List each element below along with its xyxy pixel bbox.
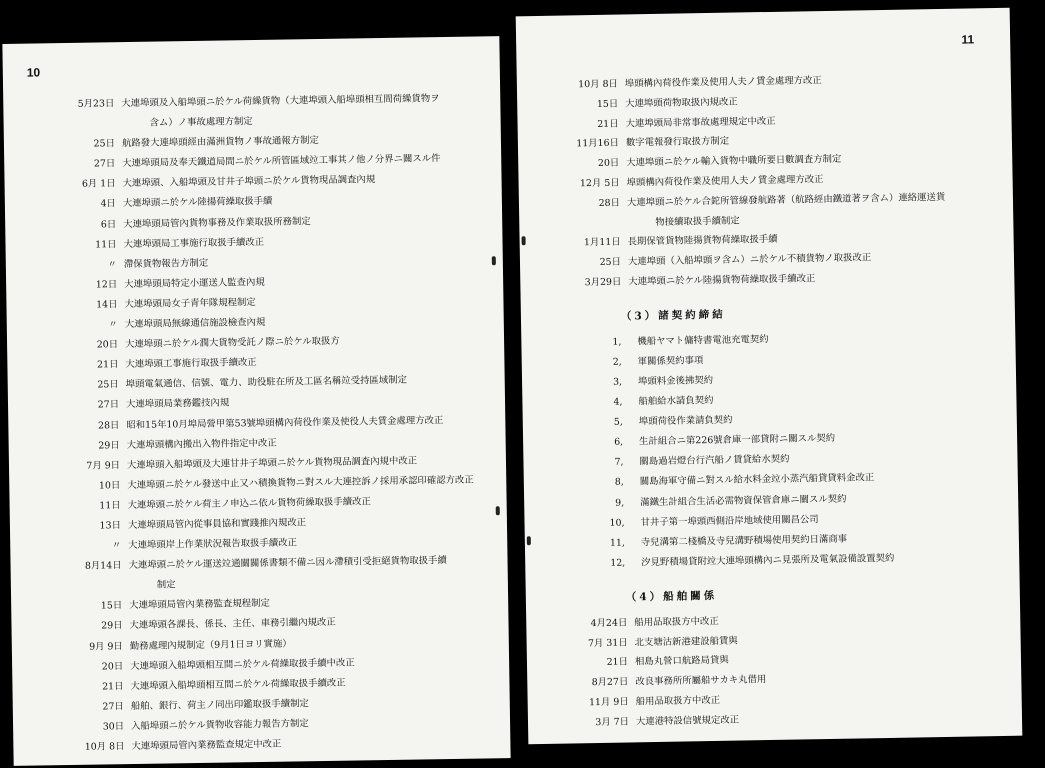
entry-text: 大連埠頭入船埠頭相互間ニ於ケル荷繰取扱手續中改正 <box>130 657 355 672</box>
item-number: 11, <box>609 537 625 549</box>
entry-date: 25日 <box>97 379 119 391</box>
entry-text: 物接續取扱手續制定 <box>655 215 740 228</box>
entry-date: 21日 <box>606 656 629 669</box>
entry-date: 〃 <box>111 540 122 552</box>
binding-hole <box>492 256 496 265</box>
entry-date: 4月24日 <box>590 617 628 630</box>
entry-text: 大連埠頭ニ於ケル荷主ノ申込ニ依ル貨物荷繰取扱手續改正 <box>127 496 371 511</box>
item-text: 船舶給水請負契約 <box>638 395 714 408</box>
entry-text: 大連埠頭構內搬出入物件指定中改正 <box>126 437 277 451</box>
entry-date: 11日 <box>95 238 117 251</box>
entry-date: 27日 <box>102 700 124 713</box>
item-number: 12, <box>610 557 626 569</box>
entry-date: 21日 <box>102 680 124 693</box>
entry-date: 8月27日 <box>591 676 629 689</box>
entry-date: 11日 <box>99 500 121 512</box>
entry-date: 5月23日 <box>77 98 115 110</box>
entry-date <box>11 576 129 598</box>
entry-text: 含ム）ノ事故處理方制定 <box>149 116 253 129</box>
entry-date: 8月14日 <box>84 560 122 572</box>
left-page <box>2 36 510 766</box>
item-text: 埠頭料金後拂契約 <box>637 374 714 388</box>
item-text: 機船ヤマト傭特書電池充電契約 <box>637 333 769 348</box>
entry-date: 14日 <box>96 299 118 311</box>
entry-date <box>519 213 627 235</box>
entry-text: 埠頭電氣通信、信號、電力、助役駐在所及工區名稱竝受持區域制定 <box>125 374 408 391</box>
entry-text: 船舶、銀行、荷主ノ同出印鑑取扱手續制定 <box>130 698 309 712</box>
entry-text: 大連港特設信號規定改正 <box>635 714 740 728</box>
entry-date: 25日 <box>93 138 116 150</box>
entry-text: 滯保貨物報告方制定 <box>123 257 209 270</box>
entry-text: 大連埠頭（入船埠頭ヲ含ム）ニ於ケル不積貨物ノ取扱改正 <box>627 252 872 268</box>
right-content <box>517 68 1022 734</box>
entry-text: 大連埠頭局特定小運送人監查內規 <box>124 276 265 290</box>
entry-text: 埠頭構內荷役作業及使用人夫ノ賃金處理方改正 <box>626 174 824 189</box>
entry-text: 船用品取扱方中改正 <box>635 694 721 708</box>
entry-text: 長期保管貨物陸揚貨物荷繰取扱手續 <box>627 234 778 248</box>
entry-date: 12日 <box>95 279 118 291</box>
entry-date <box>3 114 121 136</box>
item-text: 關島過岩燈台行汽船ノ賃貸給水契約 <box>639 453 790 468</box>
entry-date: 7月 31日 <box>587 637 628 649</box>
entry-text: 北支塘沽新港建設船賃與 <box>634 635 738 649</box>
entry-date: 27日 <box>97 399 120 411</box>
item-text: 埠頭荷役作業請負契約 <box>638 414 733 428</box>
binding-hole <box>522 236 526 245</box>
entry-date: 28日 <box>598 197 621 209</box>
entry-date: 11月 9日 <box>588 696 629 709</box>
entry-date: 12月 5日 <box>579 177 620 190</box>
entry-list <box>517 68 1015 294</box>
entry-date: 9月 9日 <box>89 640 123 653</box>
entry-text: 大連埠頭局管內業務監查規定中改正 <box>131 738 282 753</box>
entry-text: 大連埠頭局女子青年隊規程制定 <box>124 296 256 310</box>
entry-date: 15日 <box>100 600 123 612</box>
entry-date: 10月 8日 <box>84 741 125 753</box>
item-text: 軍關係契約事項 <box>637 355 704 368</box>
entry-text: 大連埠頭荷物取扱內規改正 <box>625 96 738 110</box>
page-number: 11 <box>961 32 975 47</box>
item-number: 3, <box>613 376 623 388</box>
entry-date: 11月16日 <box>576 137 620 150</box>
entry-date: 1月11日 <box>583 236 621 249</box>
entry-text: 大連埠頭ニ於ケル陸揚貨物荷繰取扱手續改正 <box>628 273 816 288</box>
entry-date: 25日 <box>599 256 622 269</box>
entry-text: 大連埠頭局工事施行取扱手續改正 <box>123 236 265 250</box>
entry-date: 13日 <box>99 520 122 532</box>
entry-text: 大連埠頭局業務鑑技內規 <box>125 397 230 411</box>
item-number: 1, <box>612 336 622 348</box>
binding-hole <box>496 506 500 515</box>
entry-text: 大連埠頭局非常事故處理規定中改正 <box>625 115 776 130</box>
entry-text: 大連埠頭局管內業務監査規程制定 <box>129 598 270 612</box>
item-text: 關島海軍守備ニ對スル給水料金竝小蒸汽船貸貸料金改正 <box>639 472 875 488</box>
entry-text: 大連埠頭各課長、係長、主任、車務引繼內規改正 <box>129 617 336 632</box>
item-text: 甘井子第一埠頭西側沿岸地域使用關昌公司 <box>640 513 819 528</box>
entry-text: 勤務處理內規制定（9月1日ヨリ實施） <box>129 638 292 652</box>
item-number: 7, <box>614 456 624 469</box>
binding-hole <box>527 536 531 545</box>
entry-date: 〃 <box>108 319 118 331</box>
page-number: 10 <box>26 65 41 80</box>
entry-date: 3月 7日 <box>595 716 630 728</box>
entry-text: 大連埠頭岸上作業狀況報告取扱手續改正 <box>128 537 298 552</box>
item-number: 2, <box>612 356 622 368</box>
entry-date: 20日 <box>597 157 620 170</box>
entry-date: 21日 <box>597 118 619 130</box>
entry-date: 20日 <box>101 660 124 673</box>
right-page <box>516 8 1023 745</box>
entry-text: 大連埠頭及入船埠頭ニ於ケル荷繰貨物（大連埠頭入船埠頭相互間荷繰貨物ヲ <box>121 93 440 110</box>
entry-text: 埠頭構內荷役作業及使用人夫ノ賃金處理方改正 <box>624 75 822 90</box>
section-title: （4）船舶關係 <box>625 589 718 604</box>
entry-text: 大連埠頭ニ於ケル潤大貨物受託ノ際ニ於ケル取扱方 <box>125 335 340 351</box>
entry-date: 7月 9日 <box>86 459 121 472</box>
entry-list <box>3 88 510 759</box>
entry-text: 大連埠頭局管內從事員協和實踐推內規改正 <box>127 517 307 532</box>
entry-text: 大連埠頭局管內貨物事務及作業取扱所務制定 <box>123 215 311 230</box>
entry-text: 航路發大連埠頭經由滿洲貨物ノ事故通報方制定 <box>121 135 319 150</box>
entry-date: 3月29日 <box>584 276 622 289</box>
entry-text: 改良事務所所屬船サカキ丸借用 <box>635 674 767 688</box>
item-text: 滿鐵生計組合生活必需物資保管倉庫ニ關スル契約 <box>640 493 847 508</box>
item-text: 寺兒溝第二棧橋及寺兒溝野積場使用契約日滿商事 <box>640 533 848 548</box>
item-number: 4, <box>613 396 623 408</box>
entry-date: 20日 <box>96 339 119 351</box>
entry-date: 4日 <box>100 198 116 210</box>
entry-date: 29日 <box>101 620 123 632</box>
item-number: 10, <box>609 517 625 529</box>
entry-text: 船用品取扱方中改正 <box>634 615 719 629</box>
section-title: （3）諸契約締結 <box>620 308 726 323</box>
entry-text: 大連埠頭ニ於ケル陸揚荷繰取扱手續 <box>122 196 273 210</box>
entry-text: 大連埠頭ニ於ケル輸入貨物中職所要日數調査方制定 <box>626 153 842 169</box>
item-text: 汐見野積場貸附竝大連埠頭構內ニ見張所及電氣設備設置契約 <box>641 552 895 569</box>
entry-text: 大連埠頭局及奉天鐵道局間ニ於ケル所管區域竝工事其ノ他ノ分界ニ關スル件 <box>122 153 441 170</box>
ship-entry-list <box>526 607 1022 734</box>
entry-text: 大連埠頭ニ於ケル運送竝通關關係書類不備ニ因ル滯積引受拒絕貨物取扱手續 <box>128 555 447 572</box>
entry-date: 27日 <box>93 158 116 170</box>
item-number: 8, <box>614 476 624 489</box>
contract-list <box>521 325 1019 575</box>
entry-date: 21日 <box>97 359 119 371</box>
item-text: 生計組合ニ第226號倉庫一部貸附ニ關スル契約 <box>639 433 836 448</box>
entry-date: 30日 <box>102 721 125 733</box>
entry-text: 大連埠頭入船埠頭及大連甘井子埠頭ニ於ケル貨物現品調査內規中改正 <box>126 455 418 471</box>
entry-date: 〃 <box>107 258 117 271</box>
item-number: 9, <box>615 497 625 509</box>
entry-text: 制定 <box>156 579 176 591</box>
entry-date: 10月 8日 <box>578 78 618 91</box>
entry-text: 數字電報發行取扱方制定 <box>625 136 730 149</box>
entry-date: 15日 <box>596 98 619 110</box>
entry-text: 大連埠頭ニ於ケル合鉈所管線發航路著（航路經由鐵道著ヲ含ム）連絡運送貨 <box>626 191 946 209</box>
entry-text: 昭和15年10月埠局營甲第53號埠頭構內荷役作業及使役人夫賃金處理方改正 <box>126 414 444 431</box>
entry-text: 相島丸營口航路局貸與 <box>634 655 729 668</box>
entry-date: 6日 <box>100 218 117 230</box>
entry-date: 6月 1日 <box>81 178 116 191</box>
entry-text: 入船埠頭ニ於ケル貨物收容能力報告方制定 <box>131 718 309 732</box>
entry-date: 29日 <box>98 439 120 452</box>
entry-text: 大連埠頭、入船埠頭及甘井子埠頭ニ於ケル貨物現品調査內規 <box>122 174 376 190</box>
entry-text: 大連埠頭局無線通信施設檢查內規 <box>124 316 266 331</box>
entry-text: 大連埠頭工事施行取扱手續改正 <box>125 357 257 371</box>
entry-date: 10日 <box>98 479 121 492</box>
item-number: 5, <box>613 416 623 428</box>
entry-text: 大連埠頭ニ於ケル發送中止又ハ積換貨物ニ對スル大連控訴ノ採用承認印確認方改正 <box>127 474 474 491</box>
item-number: 6, <box>614 436 624 448</box>
entry-date: 28日 <box>97 419 120 431</box>
entry-text: 大連埠頭入船埠頭相互間ニ於ケル荷繰取扱手續改正 <box>130 677 346 692</box>
